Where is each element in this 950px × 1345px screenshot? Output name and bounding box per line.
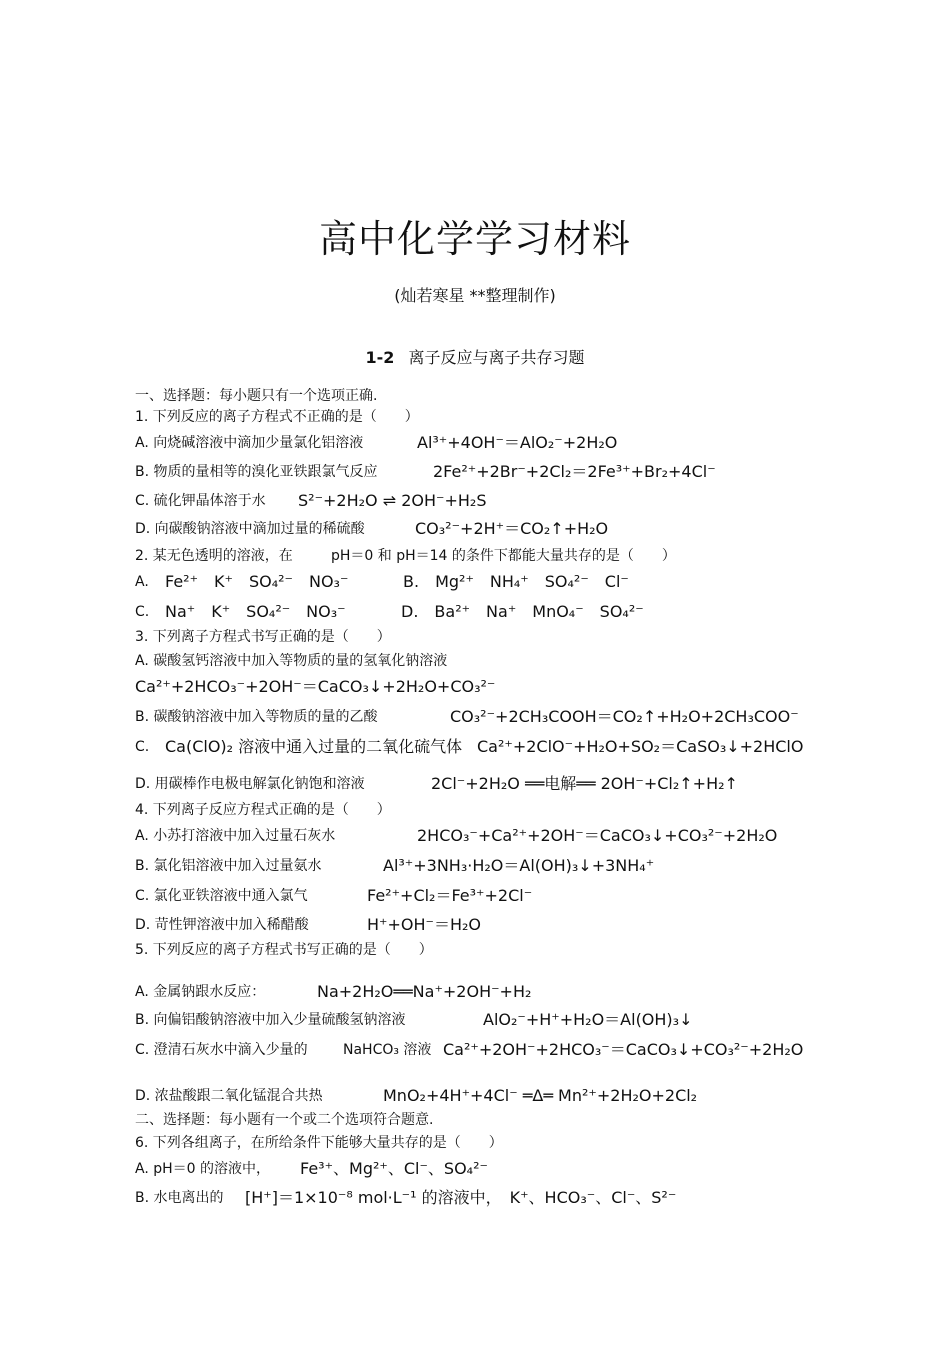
q2-b-ions: B. Mg²⁺ NH₄⁺ SO₄²⁻ Cl⁻ bbox=[403, 572, 629, 591]
q4-option-c: C. 氯化亚铁溶液中通入氯气 Fe²⁺+Cl₂＝Fe³⁺+2Cl⁻ bbox=[135, 886, 533, 905]
q1-option-d: D. 向碳酸钠溶液中滴加过量的稀硫酸 CO₃²⁻+2H⁺＝CO₂↑+H₂O bbox=[135, 519, 609, 538]
q3-option-b: B. 碳酸钠溶液中加入等物质的量的乙酸 CO₃²⁻+2CH₃COOH＝CO₂↑+H₂O+2CH₃COO⁻ bbox=[135, 707, 799, 726]
q2-option-cd: C. Na⁺ K⁺ SO₄²⁻ NO₃⁻ D. Ba²⁺ Na⁺ MnO₄⁻ SO₄²⁻ bbox=[135, 602, 644, 621]
q4-a-equation: 2HCO₃⁻+Ca²⁺+2OH⁻＝CaCO₃↓+CO₃²⁻+2H₂O bbox=[417, 826, 778, 845]
question-3: 3. 下列离子方程式书写正确的是（ ） bbox=[135, 629, 391, 645]
q6-option-a: A. pH＝0 的溶液中， Fe³⁺、Mg²⁺、Cl⁻、SO₄²⁻ bbox=[135, 1159, 488, 1178]
q3-option-d: D. 用碳棒作电极电解氯化钠饱和溶液 2Cl⁻+2H₂O ══电解══ 2OH⁻+Cl₂↑+H₂↑ bbox=[135, 774, 738, 793]
q1-c-equation: S²⁻+2H₂O ⇌ 2OH⁻+H₂S bbox=[298, 491, 487, 510]
question-5: 5. 下列反应的离子方程式书写正确的是（ ） bbox=[135, 942, 433, 958]
q1-option-a: A. 向烧碱溶液中滴加少量氯化铝溶液 Al³⁺+4OH⁻＝AlO₂⁻+2H₂O bbox=[135, 433, 618, 452]
q5-c-equation: Ca²⁺+2OH⁻+2HCO₃⁻＝CaCO₃↓+CO₃²⁻+2H₂O bbox=[443, 1040, 804, 1059]
q6-a-ions: Fe³⁺、Mg²⁺、Cl⁻、SO₄²⁻ bbox=[300, 1159, 488, 1178]
section-one-instruction: 一、选择题：每小题只有一个选项正确. bbox=[135, 388, 378, 404]
q3-a-equation: Ca²⁺+2HCO₃⁻+2OH⁻＝CaCO₃↓+2H₂O+CO₃²⁻ bbox=[135, 677, 496, 696]
q2-option-ab: A. Fe²⁺ K⁺ SO₄²⁻ NO₃⁻ B. Mg²⁺ NH₄⁺ SO₄²⁻ Cl⁻ bbox=[135, 572, 629, 591]
q1-a-equation: Al³⁺+4OH⁻＝AlO₂⁻+2H₂O bbox=[417, 433, 618, 452]
q5-d-equation: MnO₂+4H⁺+4Cl⁻ ═Δ═ Mn²⁺+2H₂O+2Cl₂ bbox=[383, 1086, 698, 1105]
q5-option-b: B. 向偏铝酸钠溶液中加入少量硫酸氢钠溶液 AlO₂⁻+H⁺+H₂O＝Al(OH)₃↓ bbox=[135, 1010, 693, 1029]
q5-option-a: A. 金属钠跟水反应： Na+2H₂O══Na⁺+2OH⁻+H₂ bbox=[135, 982, 532, 1001]
question-6: 6. 下列各组离子，在所给条件下能够大量共存的是（ ） bbox=[135, 1135, 503, 1151]
q6-b-ions: [H⁺]＝1×10⁻⁸ mol·L⁻¹ 的溶液中， K⁺、HCO₃⁻、Cl⁻、S²⁻ bbox=[245, 1188, 677, 1207]
q5-b-equation: AlO₂⁻+H⁺+H₂O＝Al(OH)₃↓ bbox=[483, 1010, 693, 1029]
q3-b-equation: CO₃²⁻+2CH₃COOH＝CO₂↑+H₂O+2CH₃COO⁻ bbox=[450, 707, 799, 726]
q2-a-ions: Fe²⁺ K⁺ SO₄²⁻ NO₃⁻ bbox=[165, 572, 349, 591]
q1-b-equation: 2Fe²⁺+2Br⁻+2Cl₂＝2Fe³⁺+Br₂+4Cl⁻ bbox=[433, 462, 716, 481]
question-1: 1. 下列反应的离子方程式不正确的是（ ） bbox=[135, 409, 419, 425]
q4-d-equation: H⁺+OH⁻＝H₂O bbox=[367, 915, 481, 934]
q2-c-ions: Na⁺ K⁺ SO₄²⁻ NO₃⁻ bbox=[165, 602, 346, 621]
section-heading bbox=[0, 345, 950, 368]
question-2: 2. 某无色透明的溶液，在 pH＝0 和 pH＝14 的条件下都能大量共存的是（ ） bbox=[135, 548, 676, 564]
document-credit: (灿若寒星 **整理制作) bbox=[394, 286, 556, 305]
q3-d-equation: 2Cl⁻+2H₂O ══电解══ 2OH⁻+Cl₂↑+H₂↑ bbox=[431, 774, 738, 793]
q1-option-b: B. 物质的量相等的溴化亚铁跟氯气反应 2Fe²⁺+2Br⁻+2Cl₂＝2Fe³⁺+Br₂+4Cl⁻ bbox=[135, 462, 716, 481]
q3-c-equation: Ca²⁺+2ClO⁻+H₂O+SO₂＝CaSO₃↓+2HClO bbox=[477, 737, 804, 756]
q2-d-ions: D. Ba²⁺ Na⁺ MnO₄⁻ SO₄²⁻ bbox=[401, 602, 644, 621]
q4-c-equation: Fe²⁺+Cl₂＝Fe³⁺+2Cl⁻ bbox=[367, 886, 533, 905]
section-two-instruction: 二、选择题：每小题有一个或二个选项符合题意. bbox=[135, 1112, 434, 1128]
q5-c-condition: NaHCO₃ 溶液 bbox=[343, 1042, 432, 1058]
q5-option-d: D. 浓盐酸跟二氧化锰混合共热 MnO₂+4H⁺+4Cl⁻ ═Δ═ Mn²⁺+2H₂O+2Cl₂ bbox=[135, 1086, 698, 1105]
section-number: 1-2 bbox=[365, 348, 395, 367]
q4-option-d: D. 苛性钾溶液中加入稀醋酸 H⁺+OH⁻＝H₂O bbox=[135, 915, 481, 934]
q5-option-c: C. 澄清石灰水中滴入少量的 NaHCO₃ 溶液 Ca²⁺+2OH⁻+2HCO₃⁻＝CaCO₃↓+CO₃²⁻+2H₂O bbox=[135, 1040, 804, 1059]
q1-d-equation: CO₃²⁻+2H⁺＝CO₂↑+H₂O bbox=[415, 519, 609, 538]
question-4: 4. 下列离子反应方程式正确的是（ ） bbox=[135, 802, 391, 818]
section-title: 离子反应与离子共存习题 bbox=[408, 348, 585, 367]
document-title: 高中化学学习材料 bbox=[318, 217, 631, 261]
q4-b-equation: Al³⁺+3NH₃·H₂O＝Al(OH)₃↓+3NH₄⁺ bbox=[383, 856, 655, 875]
q1-option-c: C. 硫化钾晶体溶于水 S²⁻+2H₂O ⇌ 2OH⁻+H₂S bbox=[135, 491, 487, 510]
q4-option-b: B. 氯化铝溶液中加入过量氨水 Al³⁺+3NH₃·H₂O＝Al(OH)₃↓+3NH₄⁺ bbox=[135, 856, 655, 875]
q3-c-condition: Ca(ClO)₂ 溶液中通入过量的二氧化硫气体 bbox=[165, 737, 463, 756]
q3-option-a: A. 碳酸氢钙溶液中加入等物质的量的氢氧化钠溶液 bbox=[135, 653, 448, 669]
q5-a-equation: Na+2H₂O══Na⁺+2OH⁻+H₂ bbox=[317, 982, 532, 1001]
q3-option-c: C. Ca(ClO)₂ 溶液中通入过量的二氧化硫气体 Ca²⁺+2ClO⁻+H₂O+SO₂＝CaSO₃↓+2HClO bbox=[135, 737, 804, 756]
q6-option-b: B. 水电离出的 [H⁺]＝1×10⁻⁸ mol·L⁻¹ 的溶液中， K⁺、HCO₃⁻、Cl⁻、S²⁻ bbox=[135, 1188, 677, 1207]
q2-condition: pH＝0 和 pH＝14 的条件下都能大量共存的是（ ） bbox=[331, 548, 676, 564]
q4-option-a: A. 小苏打溶液中加入过量石灰水 2HCO₃⁻+Ca²⁺+2OH⁻＝CaCO₃↓+CO₃²⁻+2H₂O bbox=[135, 826, 778, 845]
